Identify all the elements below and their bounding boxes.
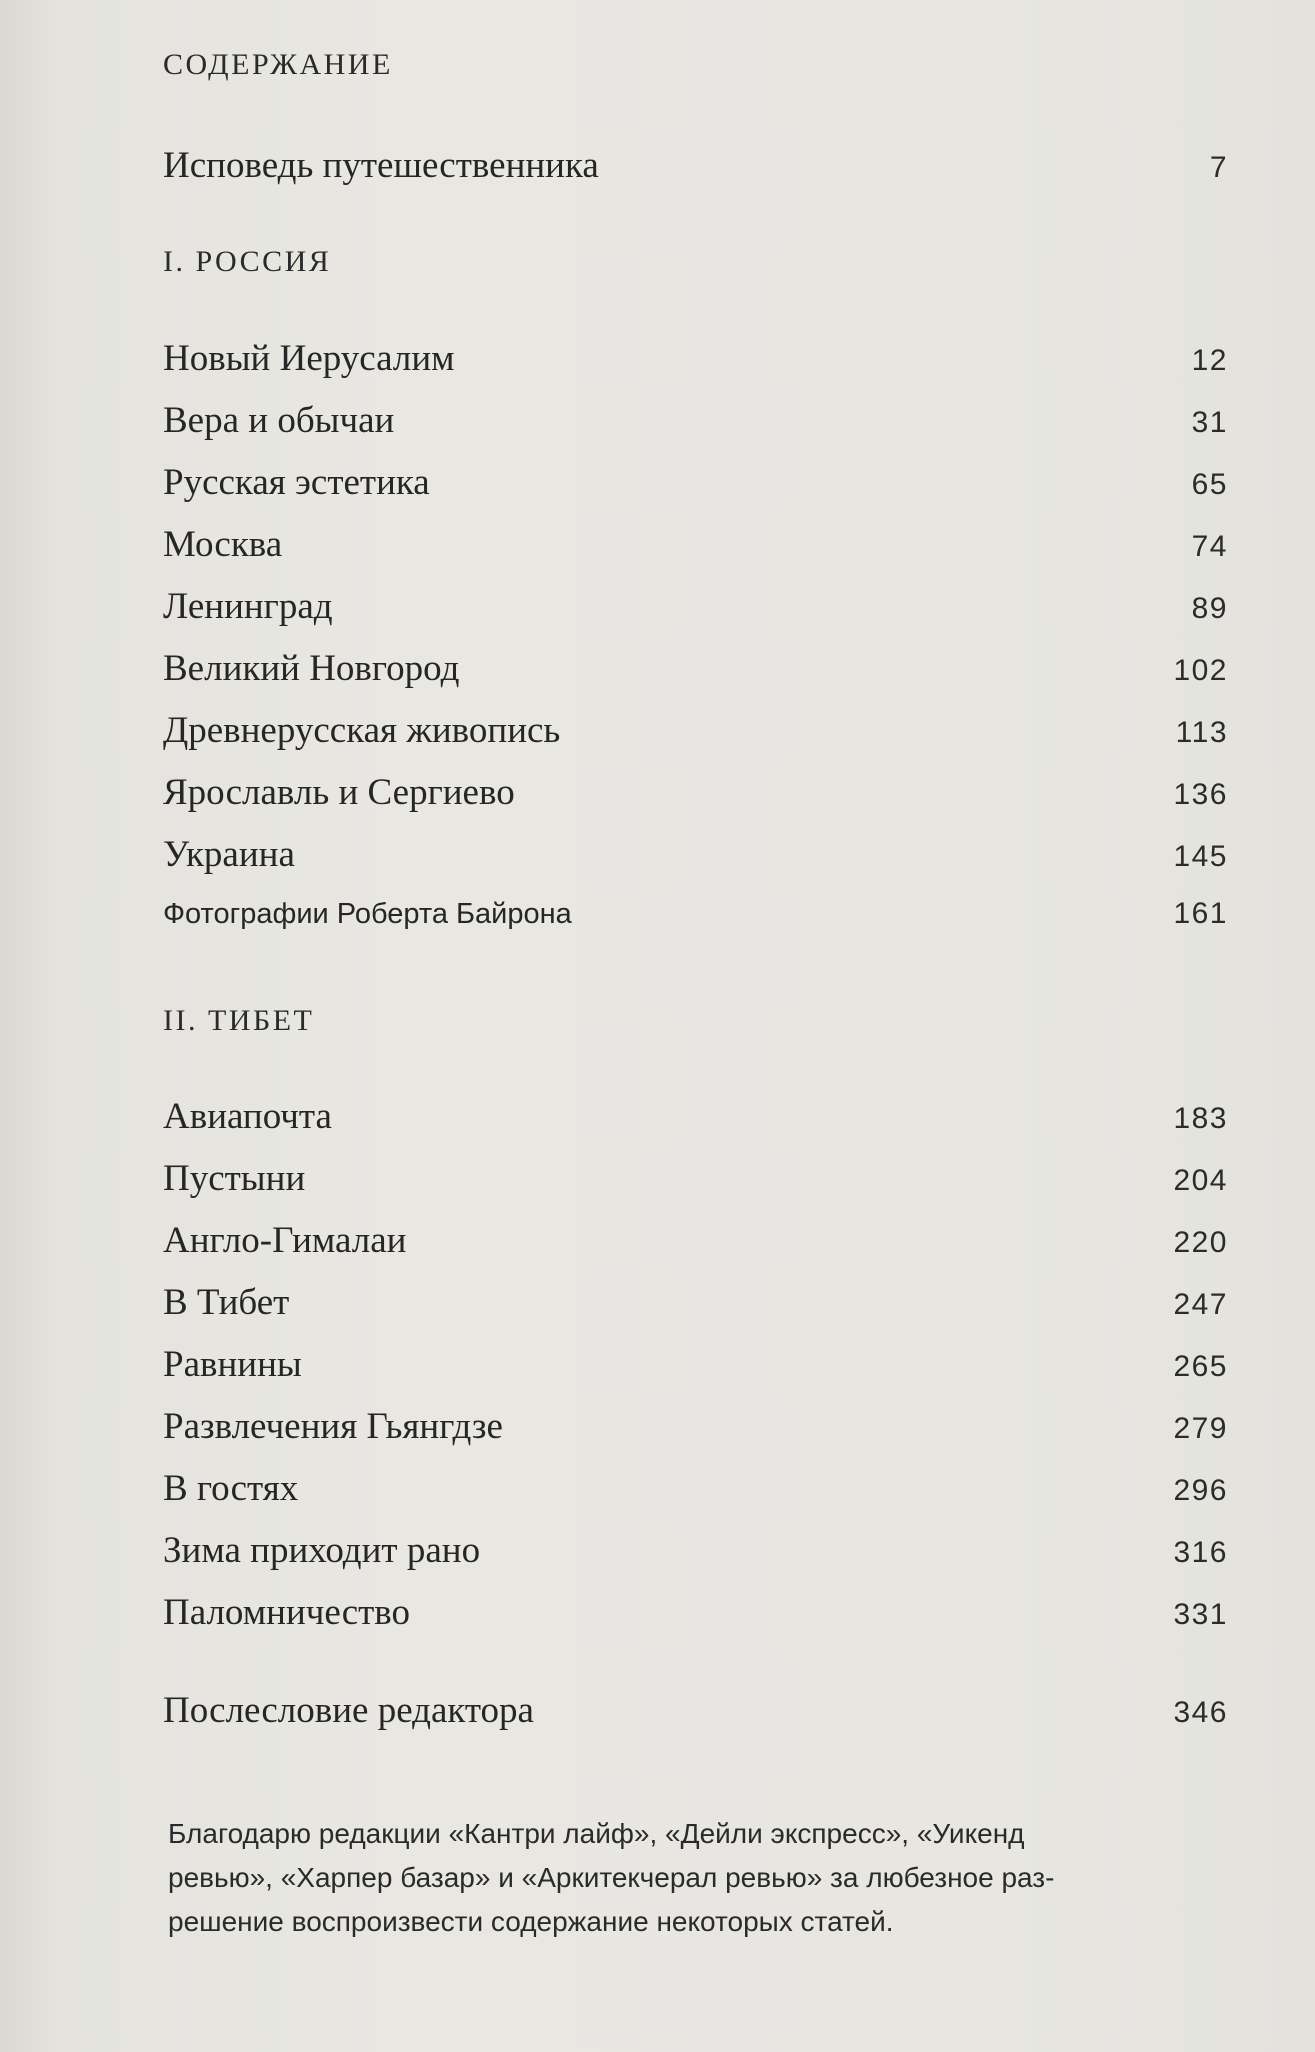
toc-entry[interactable]	[163, 523, 1228, 567]
note-line: Благодарю редакции «Кантри лайф», «Дейли экспресс», «Уикенд	[168, 1818, 1025, 1849]
entry-page: 161	[1173, 897, 1228, 930]
entry-page: 102	[1173, 654, 1228, 687]
toc-entry[interactable]	[163, 337, 1228, 381]
entry-title: Великий Новгород	[163, 648, 460, 689]
entry-title: Исповедь путешественника	[163, 145, 599, 186]
toc-entry[interactable]	[163, 833, 1228, 877]
entry-title: Послесловие редактора	[163, 1690, 534, 1731]
toc-entry[interactable]	[163, 1529, 1228, 1573]
toc-entry[interactable]	[163, 1157, 1228, 1201]
entry-title: Фотографии Роберта Байрона	[163, 898, 572, 930]
entry-title: Развлечения Гьянгдзе	[163, 1406, 503, 1447]
entry-title: Вера и обычаи	[163, 400, 395, 441]
acknowledgement-note	[168, 1812, 1228, 1944]
toc-entry[interactable]	[163, 585, 1228, 629]
entry-page: 316	[1173, 1536, 1228, 1569]
entry-page: 346	[1173, 1696, 1228, 1729]
entry-title: Пустыни	[163, 1158, 306, 1199]
toc-entry[interactable]	[163, 1591, 1228, 1635]
entry-page: 183	[1173, 1102, 1228, 1135]
contents-heading: СОДЕРЖАНИЕ	[163, 48, 393, 81]
toc-entry[interactable]	[163, 1405, 1228, 1449]
toc-entry-afterword[interactable]	[163, 1689, 1228, 1733]
entry-title: Москва	[163, 524, 283, 565]
entry-page: 204	[1173, 1164, 1228, 1197]
entry-title: Паломничество	[163, 1592, 411, 1633]
toc-entry[interactable]	[163, 771, 1228, 815]
section-heading-russia: I. РОССИЯ	[163, 245, 332, 278]
entry-title: В Тибет	[163, 1282, 290, 1323]
entry-title: В гостях	[163, 1468, 299, 1509]
entry-title: Украина	[163, 834, 295, 875]
entry-page: 7	[1209, 151, 1228, 184]
entry-page: 145	[1173, 840, 1228, 873]
entry-page: 12	[1191, 344, 1228, 377]
entry-page: 31	[1191, 406, 1228, 439]
entry-page: 265	[1173, 1350, 1228, 1383]
toc-entry[interactable]	[163, 709, 1228, 753]
entry-page: 65	[1191, 468, 1228, 501]
entry-title: Русская эстетика	[163, 462, 430, 503]
entry-page: 279	[1173, 1412, 1228, 1445]
entry-page: 220	[1173, 1226, 1228, 1259]
section-heading-tibet: II. ТИБЕТ	[163, 1004, 315, 1037]
entry-page: 89	[1191, 592, 1228, 625]
note-line: ревью», «Харпер базар» и «Аркитекчерал ревью» за любезное раз-	[168, 1862, 1055, 1893]
entry-page: 331	[1173, 1598, 1228, 1631]
toc-entry[interactable]	[163, 1343, 1228, 1387]
entry-page: 296	[1173, 1474, 1228, 1507]
entry-title: Древнерусская живопись	[163, 710, 561, 751]
toc-entry[interactable]	[163, 647, 1228, 691]
note-line: решение воспроизвести содержание некоторых статей.	[168, 1906, 894, 1937]
entry-title: Зима приходит рано	[163, 1530, 481, 1571]
toc-entry-photos[interactable]	[163, 897, 1228, 941]
toc-entry[interactable]	[163, 1467, 1228, 1511]
entry-title: Англо-Гималаи	[163, 1220, 407, 1261]
entry-title: Авиапочта	[163, 1096, 332, 1137]
entry-title: Ярославль и Сергиево	[163, 772, 515, 813]
entry-page: 247	[1173, 1288, 1228, 1321]
entry-title: Равнины	[163, 1344, 302, 1385]
toc-entry[interactable]	[163, 399, 1228, 443]
entry-title: Новый Иерусалим	[163, 338, 455, 379]
entry-page: 74	[1191, 530, 1228, 563]
toc-entry-intro[interactable]	[163, 144, 1228, 188]
entry-title: Ленинград	[163, 586, 333, 627]
toc-entry[interactable]	[163, 1219, 1228, 1263]
entry-page: 113	[1175, 716, 1228, 749]
toc-entry[interactable]	[163, 461, 1228, 505]
toc-entry[interactable]	[163, 1281, 1228, 1325]
toc-entry[interactable]	[163, 1095, 1228, 1139]
entry-page: 136	[1173, 778, 1228, 811]
